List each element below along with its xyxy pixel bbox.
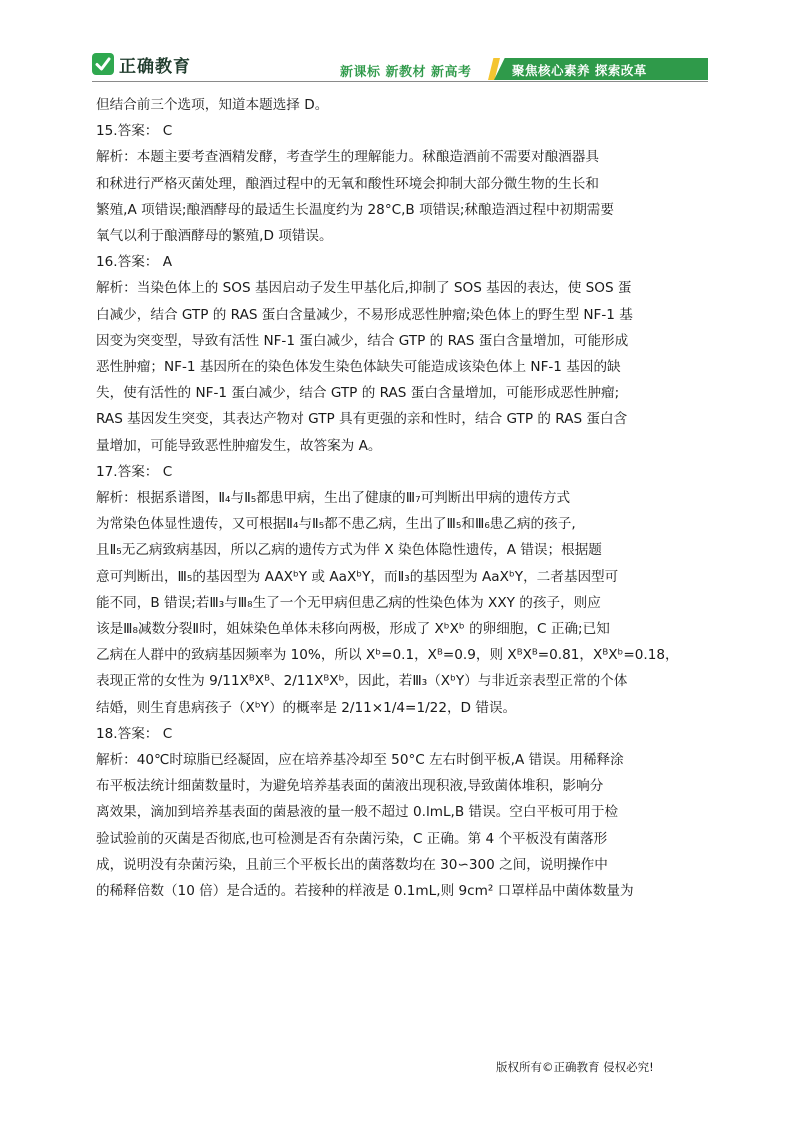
text-line: 该是Ⅲ₈减数分裂Ⅱ时，姐妹染色单体未移向两极，形成了 XᵇXᵇ 的卵细胞，C 正确;已知 — [96, 621, 610, 638]
check-logo-icon — [92, 53, 114, 75]
text-line: 16.答案： A — [96, 254, 173, 271]
text-line: 解析：40℃时琼脂已经凝固，应在培养基冷却至 50°C 左右时倒平板,A 错误。用稀释涂 — [96, 752, 624, 769]
text-line: 乙病在人群中的致病基因频率为 10%，所以 Xᵇ=0.1，Xᴮ=0.9，则 XᴮXᴮ=0.81，XᴮXᵇ=0.18， — [96, 647, 679, 664]
page-header — [92, 46, 708, 82]
text-line: 验试验前的灭菌是否彻底,也可检测是否有杂菌污染，C 正确。第 4 个平板没有菌落形 — [96, 830, 608, 847]
text-line: 表现正常的女性为 9/11XᴮXᴮ、2/11XᴮXᵇ，因此，若Ⅲ₃（XᵇY）与非近亲表型正常的个体 — [96, 673, 628, 690]
text-line: RAS 基因发生突变，其表达产物对 GTP 具有更强的亲和性时，结合 GTP 的 RAS 蛋白含 — [96, 411, 628, 428]
text-line: 18.答案： C — [96, 725, 173, 742]
text-line: 因变为突变型，导致有活性 NF-1 蛋白减少，结合 GTP 的 RAS 蛋白含量增加，可能形成 — [96, 332, 629, 349]
copyright-footer: 版权所有©正确教育 侵权必究! — [496, 1060, 654, 1074]
text-line: 和秫进行严格灭菌处理，酿酒过程中的无氧和酸性环境会抑制大部分微生物的生长和 — [96, 175, 599, 192]
text-line: 的稀释倍数（10 倍）是合适的。若接种的样液是 0.1mL,则 9cm² 口罩样品中菌体数量为 — [96, 883, 634, 900]
text-line: 解析：当染色体上的 SOS 基因启动子发生甲基化后,抑制了 SOS 基因的表达，使 SOS 蛋 — [96, 280, 632, 297]
text-line: 失，使有活性的 NF-1 蛋白减少，结合 GTP 的 RAS 蛋白含量增加，可能形成恶性肿瘤; — [96, 385, 620, 402]
text-line: 且Ⅱ₅无乙病致病基因，所以乙病的遗传方式为伴 X 染色体隐性遗传，A 错误；根据题 — [96, 542, 602, 559]
text-line: 17.答案： C — [96, 463, 173, 480]
slogan-left: 新课标 新教材 新高考 — [340, 65, 472, 80]
text-line: 离效果，滴加到培养基表面的菌悬液的量一般不超过 0.lmL,B 错误。空白平板可用于检 — [96, 804, 619, 821]
text-line: 成，说明没有杂菌污染，且前三个平板长出的菌落数均在 30∽300 之间，说明操作中 — [96, 856, 608, 873]
answer-text — [96, 92, 708, 904]
header-divider — [92, 81, 708, 82]
slogan-right: 聚焦核心素养 探索改革 — [512, 63, 647, 78]
text-line: 繁殖,A 项错误;酿酒酵母的最适生长温度约为 28°C,B 项错误;秫酿造酒过程中初期需要 — [96, 201, 614, 218]
text-line: 布平板法统计细菌数量时，为避免培养基表面的菌液出现积液,导致菌体堆积，影响分 — [96, 778, 604, 795]
text-line: 恶性肿瘤；NF-1 基因所在的染色体发生染色体缺失可能造成该染色体上 NF-1 基因的缺 — [96, 359, 621, 376]
text-line: 白减少，结合 GTP 的 RAS 蛋白含量减少，不易形成恶性肿瘤;染色体上的野生型 NF-1 基 — [96, 306, 633, 323]
text-line: 氧气以利于酿酒酵母的繁殖,D 项错误。 — [96, 228, 333, 245]
text-line: 能不同，B 错误;若Ⅲ₃与Ⅲ₈生了一个无甲病但患乙病的性染色体为 XXY 的孩子，则应 — [96, 594, 601, 611]
logo-text: 正确教育 — [119, 56, 191, 77]
text-line: 解析：本题主要考查酒精发酵，考查学生的理解能力。秫酿造酒前不需要对酿酒器具 — [96, 149, 599, 166]
text-line: 量增加，可能导致恶性肿瘤发生，故答案为 A。 — [96, 437, 382, 454]
text-line: 为常染色体显性遗传，又可根据Ⅱ₄与Ⅱ₅都不患乙病，生出了Ⅲ₅和Ⅲ₆患乙病的孩子, — [96, 516, 576, 533]
text-line: 解析：根据系谱图，Ⅱ₄与Ⅱ₅都患甲病，生出了健康的Ⅲ₇可判断出甲病的遗传方式 — [96, 490, 571, 507]
text-line: 15.答案： C — [96, 123, 173, 140]
text-line: 但结合前三个选项，知道本题选择 D。 — [96, 97, 329, 113]
logo — [92, 51, 191, 77]
text-line: 意可判断出，Ⅲ₅的基因型为 AAXᵇY 或 AaXᵇY，而Ⅱ₃的基因型为 AaXᵇY，二者基因型可 — [96, 568, 619, 585]
text-line: 结婚，则生育患病孩子（XᵇY）的概率是 2/11×1/4=1/22，D 错误。 — [96, 699, 517, 716]
